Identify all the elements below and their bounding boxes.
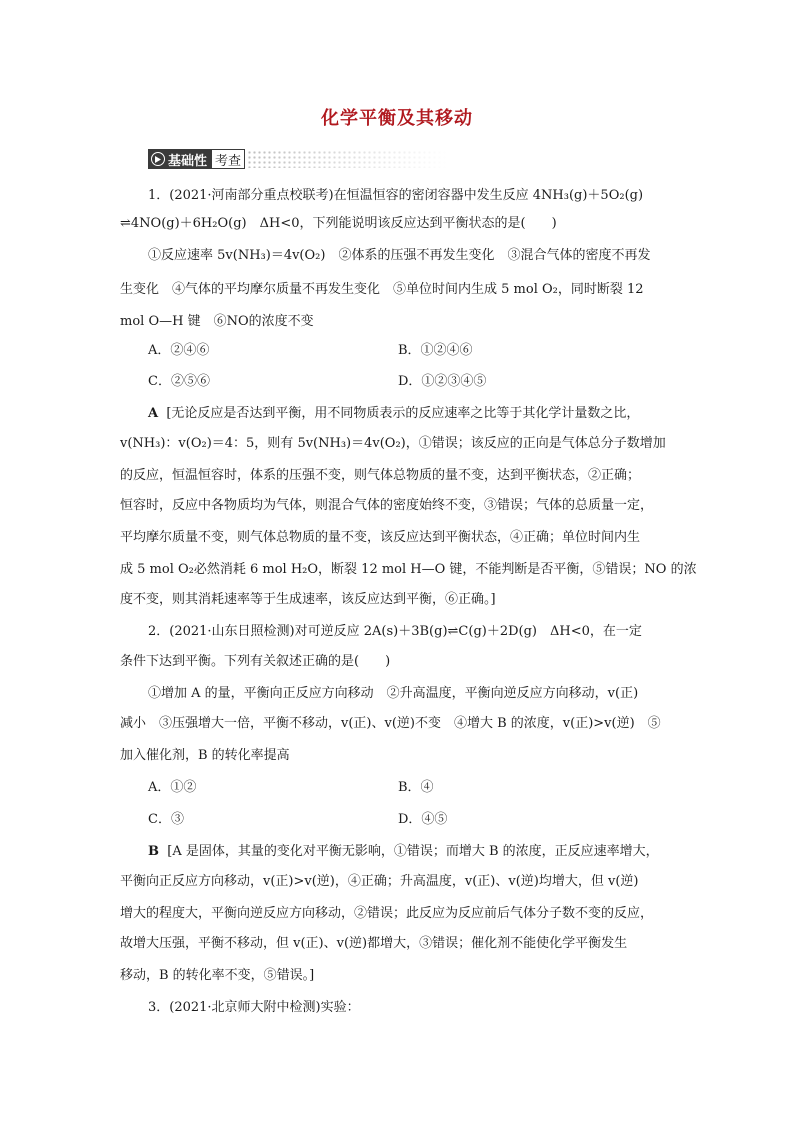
q1-answer: A	[148, 406, 159, 421]
q2-stem-line-1: 2．(2021·山东日照检测)对可逆反应 2A(s)＋3B(g)⇌C(g)＋2D(g) ΔH<0，在一定	[148, 624, 642, 639]
q1-explanation-text: [无论反应是否达到平衡，用不同物质表示的反应速率之比等于其化学计量数之比，	[166, 406, 640, 421]
q1-explanation-line-5: 平均摩尔质量不变，则气体总物质的量不变，该反应达到平衡状态，④正确；单位时间内生	[120, 530, 641, 545]
q2-answer: B	[148, 844, 159, 859]
q2-explanation-line-2: 平衡向正反应方向移动，v(正)>v(逆)，④正确；升高温度，v(正)、v(逆)均增大，但 v(逆)	[120, 874, 639, 889]
page-title: 化学平衡及其移动	[321, 108, 473, 129]
banner-main-label: 基础性	[168, 153, 208, 169]
q1-explanation-line-1	[148, 404, 676, 424]
q2-item-line-3: 加入催化剂，B 的转化率提高	[120, 748, 290, 763]
banner-dots	[247, 150, 447, 168]
q2-option-d: D．④⑤	[398, 812, 448, 827]
q1-explanation-line-6: 成 5 mol O₂必然消耗 6 mol H₂O，断裂 12 mol H—O 键，不能判断是否平衡，⑤错误；NO 的浓	[120, 562, 697, 577]
q1-item-line-2: 生变化 ④气体的平均摩尔质量不再发生变化 ⑤单位时间内生成 5 mol O₂，同时断裂 12	[120, 282, 644, 297]
q1-explanation-line-7: 度不变，则其消耗速率等于生成速率，该反应达到平衡，⑥正确。]	[120, 592, 496, 607]
q1-stem-line-1: 1．(2021·河南部分重点校联考)在恒温恒容的密闭容器中发生反应 4NH₃(g)＋5O₂(g)	[148, 188, 644, 203]
q1-explanation-line-3: 的反应，恒温恒容时，体系的压强不变，则气体总物质的量不变，达到平衡状态，②正确；	[120, 468, 641, 483]
banner-sub-label: 考查	[211, 149, 245, 169]
q1-option-d: D．①②③④⑤	[398, 374, 487, 389]
q2-option-c: C．③	[148, 812, 184, 827]
play-icon	[151, 152, 165, 166]
q1-option-c: C．②⑤⑥	[148, 374, 210, 389]
q1-item-line-1: ①反应速率 5v(NH₃)＝4v(O₂) ②体系的压强不再发生变化 ③混合气体的密度不再发	[148, 248, 651, 263]
q2-explanation-text: [A 是固体，其量的变化对平衡无影响，①错误；而增大 B 的浓度，正反应速率增大，	[167, 844, 659, 859]
section-banner	[148, 149, 447, 169]
q1-stem-line-2: ⇌4NO(g)＋6H₂O(g) ΔH<0，下列能说明该反应达到平衡状态的是( )	[120, 216, 557, 231]
q2-explanation-line-3: 增大的程度大，平衡向逆反应方向移动，②错误；此反应为反应前后气体分子数不变的反应，	[120, 906, 654, 921]
q1-explanation-line-2: v(NH₃)：v(O₂)＝4：5，则有 5v(NH₃)＝4v(O₂)，①错误；该反应的正向是气体总分子数增加	[120, 436, 666, 451]
q1-option-b: B．①②④⑥	[398, 343, 473, 358]
q2-explanation-line-4: 故增大压强，平衡不移动，但 v(正)、v(逆)都增大，③错误；催化剂不能使化学平衡发生	[120, 936, 628, 951]
q3-stem-line-1: 3．(2021·北京师大附中检测)实验：	[148, 1000, 360, 1015]
q2-explanation-line-5: 移动，B 的转化率不变，⑤错误。]	[120, 968, 315, 983]
q2-stem-line-2: 条件下达到平衡。下列有关叙述正确的是( )	[120, 654, 391, 669]
q1-explanation-line-4: 恒容时，反应中各物质均为气体，则混合气体的密度始终不变，③错误；气体的总质量一定，	[120, 498, 654, 513]
q1-item-line-3: mol O—H 键 ⑥NO的浓度不变	[120, 314, 314, 329]
q2-item-line-1: ①增加 A 的量，平衡向正反应方向移动 ②升高温度，平衡向逆反应方向移动，v(正)	[148, 686, 639, 701]
q2-explanation-line-1	[148, 842, 676, 862]
q2-option-a: A．①②	[148, 780, 197, 795]
banner-main	[148, 149, 211, 169]
q2-option-b: B．④	[398, 780, 434, 795]
q1-option-a: A．②④⑥	[148, 343, 210, 358]
q2-item-line-2: 减小 ③压强增大一倍，平衡不移动，v(正)、v(逆)不变 ④增大 B 的浓度，v(正)>v(逆) ⑤	[120, 716, 661, 731]
